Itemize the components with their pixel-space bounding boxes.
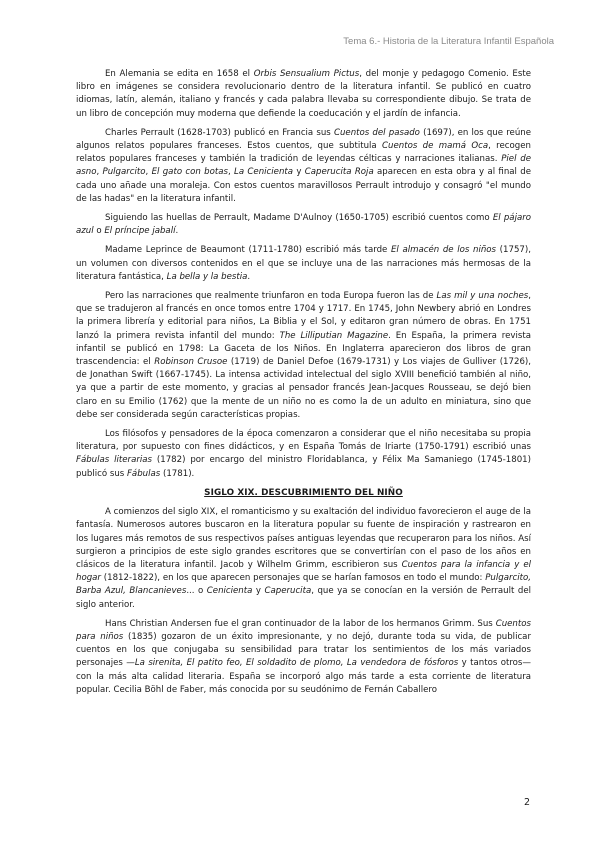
italic-title: The Lilliputian Magazine xyxy=(279,330,389,341)
text-run: (1719) de Daniel Defoe (1679-1731) y Los viajes de Gulliver (1726), de Jonathan Swift (1667-1745). La intensa actividad intelectual del siglo XVIII benefició también al niño, ya que a partir de este momento, y gracias al pensador francés Jean-Jacques Rousseau, se dejó bien claro en su Emilio (1762) que la mente de un niño no es como la de un adulto en miniatura, sino que debe ser considerada según características propias. xyxy=(76,357,531,420)
text-run: , que se tradujeron al francés en once tomos entre 1704 y 1717. En 1745, John Newbery abrió en Londres la primera librería y editorial para niños, La Biblia y el Sol, y editaron gran número de obras. En 1751 lanzó la primera revista infantil del mundo: xyxy=(76,291,531,341)
italic-title: Orbis Sensualium Pictus xyxy=(253,69,360,79)
text-run: , xyxy=(96,167,103,178)
text-run: . xyxy=(247,271,251,282)
italic-title: Caperucita xyxy=(264,586,312,597)
italic-title: Piel de asno xyxy=(76,154,531,178)
italic-title: El almacén de los niños xyxy=(391,245,497,256)
section-heading: SIGLO XIX. DESCUBRIMIENTO DEL NIÑO xyxy=(204,487,403,498)
paragraphs-after-heading xyxy=(76,506,531,697)
text-run: Charles Perrault (1628-1703) publicó en Francia sus xyxy=(105,127,334,138)
text-run: (1835) gozaron de un éxito impresionante, y no dejó, durante toda su vida, de publicar cuentos en los que conjugaba su sensibilidad para tratar los sentimientos de los más variados personajes — xyxy=(76,631,531,669)
italic-title: El príncipe jabalí xyxy=(104,226,176,237)
italic-title: La Cenicienta xyxy=(234,167,294,178)
body-paragraph xyxy=(76,127,531,206)
text-run: (1757), un volumen con diversos contenidos en el que se incluye una de las narraciones más hermosas de la literatura fantástica, xyxy=(76,245,531,282)
text-run: o xyxy=(93,226,105,237)
body-paragraph xyxy=(76,506,531,612)
text-run: , xyxy=(227,167,235,178)
text-run: ... o xyxy=(186,586,207,597)
text-run: A comienzos del siglo XIX, el romanticismo y su exaltación del individuo favorecieron el auge de la fantasía. Numerosos autores buscaron en la literatura popular su fuente de inspiración y rastrearon en los lugares más remotos de sus respectivos países antiguas leyendas que recuperaron para los niños. Así surgieron a principios de este siglo grandes escritores que se convertirían con el paso de los años en clásicos de la literatura infantil. Jacob y Wilhelm Grimm, escribieron sus xyxy=(76,507,531,570)
text-run: aparecen en esta obra y al final de cada uno añade una moraleja. Con estos cuentos maravillosos Perrault introdujo y consagró "el mundo de las hadas" en la literatura infantil. xyxy=(76,167,532,204)
italic-title: Fábulas literarias xyxy=(76,455,153,466)
body-paragraph xyxy=(76,290,531,422)
italic-title: Cuentos para niños xyxy=(76,618,531,642)
body-paragraph xyxy=(76,212,531,238)
body-paragraph xyxy=(76,68,531,121)
text-run: (1782) por encargo del ministro Floridablanca, y Félix Ma Samaniego (1745-1801) publicó sus xyxy=(76,455,532,479)
text-run: (1697), en los que reúne algunos relatos populares franceses. Estos cuentos, que subtitula xyxy=(76,127,532,152)
italic-title: Caperucita Roja xyxy=(304,167,374,178)
text-run: Siguiendo las huellas de Perrault, Madame D'Aulnoy (1650-1705) escribió cuentos como xyxy=(105,213,493,224)
italic-title: Pulgarcito xyxy=(102,167,146,178)
text-run: y tantos otros— con la más alta calidad literaria. España se incorporó algo más tarde a esta corriente de literatura popular. Cecilia Böhl de Faber, más conocida por su seudónimo de Fernán Caballero xyxy=(76,658,531,695)
text-run: . xyxy=(175,226,179,237)
text-run: Madame Leprince de Beaumont (1711-1780) escribió más tarde xyxy=(105,245,391,256)
body-paragraph xyxy=(76,244,531,284)
italic-title: La sirenita, El patito feo, El soldadito de plomo, La vendedora de fósforos xyxy=(134,658,459,669)
paragraphs-before-heading xyxy=(76,68,531,481)
text-run: (1812-1822), en los que aparecen personajes que se harían famosos en todo el mundo: xyxy=(100,573,486,584)
text-run: (1781). xyxy=(160,468,195,479)
running-header: Tema 6.- Historia de la Literatura Infantil Española xyxy=(343,36,554,47)
text-run: Hans Christian Andersen fue el gran continuador de la labor de los hermanos Grimm. Sus xyxy=(105,618,496,629)
italic-title: La bella y la bestia xyxy=(166,271,248,282)
italic-title: El gato con botas xyxy=(151,167,228,178)
text-run: Pero las narraciones que realmente triunfaron en toda Europa fueron las de xyxy=(105,291,437,302)
italic-title: Robinson Crusoe xyxy=(154,357,228,368)
text-run: , xyxy=(145,167,152,178)
text-run: . En España, la primera revista infantil se publicó en 1798: La Gaceta de los Niños. En Inglaterra aparecieron dos libros de gran trascendencia: el xyxy=(76,330,532,368)
body-paragraph xyxy=(76,428,531,481)
italic-title: Cuentos del pasado xyxy=(333,127,420,138)
italic-title: Pulgarcito, Barba Azul, Blancanieves xyxy=(76,573,531,597)
text-run: , del monje y pedagogo Comenio. Este libro en imágenes se considera revolucionario dentro de la literatura infantil. Se publicó en cuatro idiomas, latín, alemán, italiano y francés y cada palabra llevaba su correspondiente dibujo. Se trata de un libro de concepción muy moderna que defiende la coeducación y el jardín de infancia. xyxy=(76,69,531,119)
text-run: , recogen relatos populares franceses y también la tradición de leyendas célticas y narraciones italianas. xyxy=(76,141,531,165)
text-run: Los filósofos y pensadores de la época comenzaron a considerar que el niño necesitaba su propia literatura, por supuesto con fines didácticos, y en España Tomás de Iriarte (1750-1791) escribió unas xyxy=(76,429,531,453)
italic-title: Fábulas xyxy=(126,468,161,479)
italic-title: Cenicienta xyxy=(206,586,253,597)
italic-title: Cuentos de mamá Oca xyxy=(382,141,489,152)
document-body xyxy=(76,68,531,703)
italic-title: El pájaro azul xyxy=(76,213,532,237)
text-run: y xyxy=(293,167,305,178)
page-number: 2 xyxy=(523,797,530,808)
italic-title: Las mil y una noches xyxy=(436,291,529,302)
text-run: En Alemania se edita en 1658 el xyxy=(105,69,254,79)
italic-title: Cuentos para la infancia y el hogar xyxy=(76,559,531,584)
text-run: , que ya se conocían en la versión de Perrault del siglo anterior. xyxy=(76,586,531,610)
body-paragraph xyxy=(76,618,531,697)
text-run: y xyxy=(252,586,265,597)
